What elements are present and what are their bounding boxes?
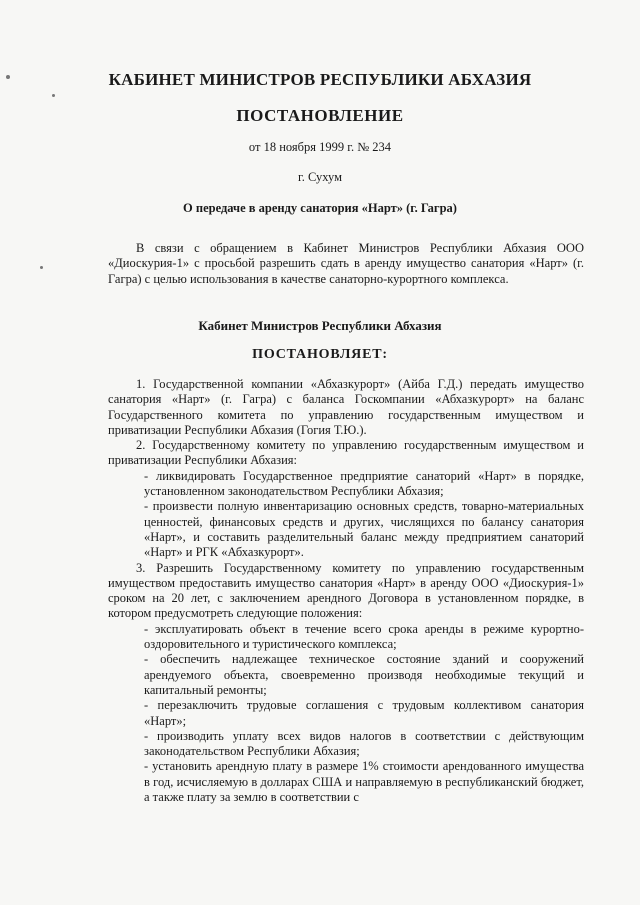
cabinet-name: Кабинет Министров Республики Абхазия [198, 318, 442, 333]
clause-2-item: - произвести полную инвентаризацию основных средств, товарно-материальных ценностей, финансовых средств и других, числящихся по балансу санатория «Нарт», и составить разделительный баланс между предприятием санаторий «Нарт» и РГК «Абхазкурорт». [144, 499, 584, 560]
date-line: от 18 ноября 1999 г. № 234 [248, 140, 392, 154]
resolves-heading: ПОСТАНОВЛЯЕТ: [252, 347, 388, 362]
clause-3-item: - установить арендную плату в размере 1% стоимости арендованного имущества в год, исчисляемую в долларах США и направляемую в республиканский бюджет, а также плату за землю в соответствии с [144, 759, 584, 805]
clause-1: 1. Государственной компании «Абхазкурорт» (Айба Г.Д.) передать имущество санатория «Нарт» (г. Гагра) с баланса Госкомпании «Абхазкурорт» на баланс Государственного комитета по управлению государственным имуществом и приватизации Республики Абхазия (Гогия Т.Ю.). [108, 377, 584, 437]
document-type: ПОСТАНОВЛЕНИЕ [236, 106, 404, 125]
clause-3: 3. Разрешить Государственному комитету по управлению государственным имуществом предоставить имущество санатория «Нарт» в аренду ООО «Диоскурия-1» сроком на 20 лет, с заключением арендного Договора в установленном порядке, в котором предусмотреть следующие положения: [108, 560, 584, 621]
clause-3-item: - перезаключить трудовые соглашения с трудовым коллективом санатория «Нарт»; [144, 698, 584, 728]
subject-line: О передаче в аренду санатория «Нарт» (г. Гагра) [183, 201, 457, 215]
resolution-body [108, 377, 584, 805]
scan-speck [40, 266, 43, 269]
scan-speck [52, 94, 55, 97]
cabinet-title: КАБИНЕТ МИНИСТРОВ РЕСПУБЛИКИ АБХАЗИЯ [108, 70, 532, 89]
intro-paragraph: В связи с обращением в Кабинет Министров Республики Абхазия ООО «Диоскурия-1» с просьбой разрешить сдать в аренду имущество санатория «Нарт» (г. Гагра) с целью использования в качестве санаторно-курортного комплекса. [108, 241, 584, 286]
clause-2: 2. Государственному комитету по управлению государственным имуществом и приватизации Республики Абхазия: [108, 438, 584, 468]
clause-3-item: - эксплуатировать объект в течение всего срока аренды в режиме курортно-оздоровительного и туристического комплекса; [144, 621, 584, 652]
clause-3-item: - обеспечить надлежащее техническое состояние зданий и сооружений арендуемого объекта, своевременно производя необходимые текущий и капитальный ремонты; [144, 652, 584, 697]
clause-3-item: - производить уплату всех видов налогов в соответствии с действующим законодательством Республики Абхазия; [144, 728, 584, 759]
city-line: г. Сухум [297, 170, 342, 184]
clause-2-item: - ликвидировать Государственное предприятие санаторий «Нарт» в порядке, установленном законодательством Республики Абхазия; [144, 468, 584, 499]
